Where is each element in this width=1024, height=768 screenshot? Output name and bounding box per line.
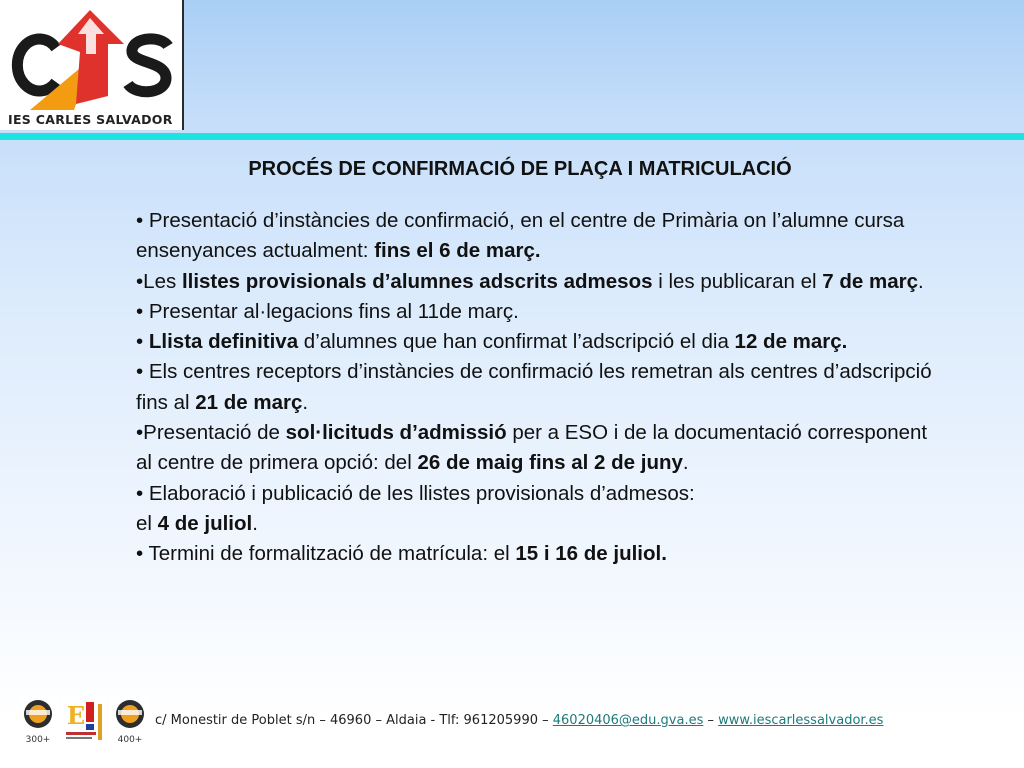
procedure-item (136, 297, 936, 327)
footer-address: c/ Monestir de Poblet s/n – 46960 – Aldaia - Tlf: 961205990 – (155, 713, 553, 728)
school-name-caption: IES CARLES SALVADOR (8, 112, 173, 127)
item-text: . (682, 451, 689, 475)
item-text: • Presentació d’instàncies de confirmació, en el centre de Primària on l’alumne cursa ensenyances actualment: (136, 209, 905, 263)
highlight-text: Llista definitiva (148, 330, 299, 354)
footer-contact (155, 713, 883, 728)
header-divider (0, 133, 1024, 140)
item-text: . (918, 269, 924, 293)
footer-website-link[interactable]: www.iescarlessalvador.es (718, 713, 884, 728)
highlight-text: 15 i 16 de juliol. (515, 542, 667, 566)
school-logo (0, 0, 184, 130)
badge-label: 400+ (117, 735, 143, 745)
item-text: . (252, 511, 258, 535)
procedure-item (136, 327, 936, 357)
highlight-text: fins el 6 de març. (374, 239, 541, 263)
procedure-item (136, 479, 936, 540)
cas-logo-graphic (0, 0, 182, 112)
highlight-text: 7 de març (822, 269, 919, 293)
procedure-item (136, 267, 936, 297)
item-text: d’alumnes que han confirmat l’adscripció el dia (298, 330, 735, 354)
item-text: per a ESO i de la documentació corresponent al centre de primera opció: del (136, 421, 928, 475)
item-text: •Les (136, 269, 182, 293)
procedure-list (136, 206, 936, 570)
item-text: •Presentació de (136, 421, 286, 445)
procedure-item (136, 357, 936, 418)
quality-badge-400-icon (110, 696, 150, 751)
item-text: • Elaboració i publicació de les llistes provisionals d’admesos: (136, 481, 695, 505)
item-text: • Els centres receptors d’instàncies de confirmació les remetran als centres d’adscripció fins al (136, 360, 932, 414)
procedure-item (136, 206, 936, 267)
highlight-text: 26 de maig fins al 2 de juny (417, 451, 683, 475)
item-text: i les publicaran el (652, 269, 823, 293)
quality-badge-300-icon (18, 696, 58, 751)
highlight-text: 4 de juliol (157, 511, 253, 535)
footer-email-link[interactable]: 46020406@edu.gva.es (552, 713, 704, 728)
highlight-text: 21 de març (195, 390, 303, 414)
highlight-text: llistes provisionals d’alumnes adscrits admesos (181, 269, 653, 293)
badge-letter: E (66, 701, 86, 730)
procedure-item (136, 539, 936, 569)
footer-separator: – (703, 713, 719, 728)
item-text: el (136, 511, 158, 535)
highlight-text: 12 de març. (734, 330, 848, 354)
page-title: PROCÉS DE CONFIRMACIÓ DE PLAÇA I MATRICULACIÓ (248, 158, 792, 180)
item-text: • (136, 330, 149, 354)
procedure-item (136, 418, 936, 479)
badge-label: 300+ (25, 735, 51, 745)
generalitat-badge-icon (62, 696, 106, 751)
highlight-text: sol·licituds d’admissió (285, 421, 507, 445)
item-text: • Termini de formalització de matrícula: el (136, 542, 516, 566)
item-text: • Presentar al·legacions fins al 11de març. (136, 299, 519, 323)
item-text: . (302, 390, 309, 414)
